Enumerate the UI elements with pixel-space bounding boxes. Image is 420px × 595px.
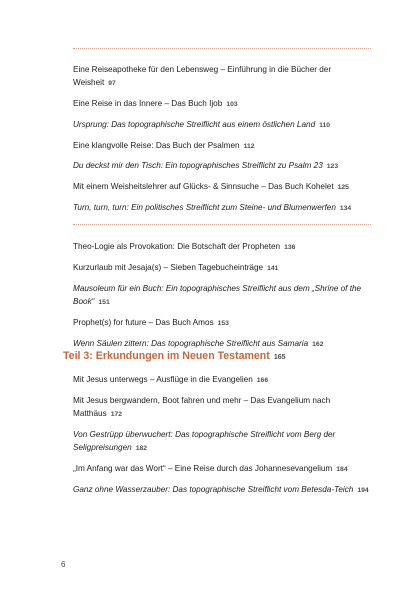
toc-entry[interactable]	[73, 63, 373, 90]
entry-title: Mausoleum für ein Buch: Ein topographisches Streiflicht aus dem „Shrine of the Book“	[73, 284, 362, 306]
toc-entry[interactable]	[73, 282, 373, 309]
toc-entry[interactable]	[73, 483, 373, 497]
toc-entry[interactable]	[73, 428, 373, 455]
entry-title: Mit einem Weisheitslehrer auf Glücks- & Sinnsuche – Das Buch Kohelet	[73, 182, 334, 191]
entry-title: Mit Jesus unterwegs – Ausflüge in die Evangelien	[73, 375, 253, 384]
page-number: 134	[339, 205, 352, 212]
page-number: 97	[108, 80, 116, 87]
page-number: 162	[312, 341, 324, 348]
page-number: 194	[357, 487, 369, 494]
entry-title: Ursprung: Das topographische Streiflicht aus einem östlichen Land	[73, 120, 316, 129]
page-number: 172	[110, 411, 123, 418]
entry-title: Eine Reiseapotheke für den Lebensweg – Einführung in die Bücher der Weisheit	[73, 65, 332, 87]
toc-entry[interactable]	[73, 97, 373, 111]
entry-title: Du deckst mir den Tisch: Ein topographisches Streiflicht zu Psalm 23	[73, 161, 323, 170]
page-number: 125	[337, 184, 349, 191]
toc-entry[interactable]	[73, 240, 373, 254]
entry-title: Theo-Logie als Provokation: Die Botschaft der Propheten	[73, 242, 281, 251]
page-number: 165	[273, 354, 286, 361]
toc-entry[interactable]	[73, 316, 373, 330]
toc-entry[interactable]	[73, 394, 373, 421]
page-folio: 6	[61, 560, 66, 569]
entry-title: Turn, turn, turn: Ein politisches Streiflicht zum Steine- und Blumenwerfen	[73, 203, 336, 212]
page-number: 112	[243, 143, 255, 150]
entry-title: Kurzurlaub mit Jesaja(s) – Sieben Tagebucheinträge	[73, 263, 264, 272]
entry-title: „Im Anfang war das Wort“ – Eine Reise durch das Johannesevangelium	[73, 464, 333, 473]
toc-entry[interactable]	[73, 201, 373, 215]
part-heading[interactable]	[63, 349, 286, 365]
entry-title: Von Gestrüpp überwuchert: Das topographische Streiflicht vom Berg der Seligpreisungen	[73, 430, 336, 452]
page-number: 151	[98, 299, 110, 306]
entry-title: Ganz ohne Wasserzauber: Das topographische Streiflicht vom Betesda-Teich	[73, 485, 354, 494]
toc-entry[interactable]	[73, 118, 373, 132]
page-number: 184	[336, 466, 348, 473]
toc-entry[interactable]	[73, 139, 373, 153]
page-number: 166	[256, 377, 269, 384]
toc-entry[interactable]	[73, 180, 373, 194]
page-number: 103	[226, 101, 238, 108]
entry-title: Prophet(s) for future – Das Buch Amos	[73, 318, 214, 327]
entry-title: Eine Reise in das Innere – Das Buch Ijob	[73, 99, 223, 108]
page-number: 123	[326, 163, 339, 170]
toc-entry[interactable]	[73, 261, 373, 275]
toc-entry[interactable]	[73, 373, 373, 387]
page-number: 153	[217, 320, 229, 327]
page-number: 110	[319, 122, 331, 129]
entry-title: Wenn Säulen zittern: Das topographische Streiflicht aus Samaria	[73, 339, 309, 348]
entry-title: Eine klangvolle Reise: Das Buch der Psalmen	[73, 141, 240, 150]
part-title: Teil 3: Erkundungen im Neuen Testament	[63, 350, 270, 362]
toc-entry[interactable]	[73, 462, 373, 476]
entry-title: Mit Jesus bergwandern, Boot fahren und mehr – Das Evangelium nach Matthäus	[73, 396, 331, 418]
page-number: 141	[267, 265, 279, 272]
dotted-separator	[73, 224, 371, 225]
page-number: 182	[135, 445, 148, 452]
dotted-separator	[73, 48, 371, 49]
toc-entry[interactable]	[73, 159, 373, 173]
page-number: 136	[284, 244, 296, 251]
